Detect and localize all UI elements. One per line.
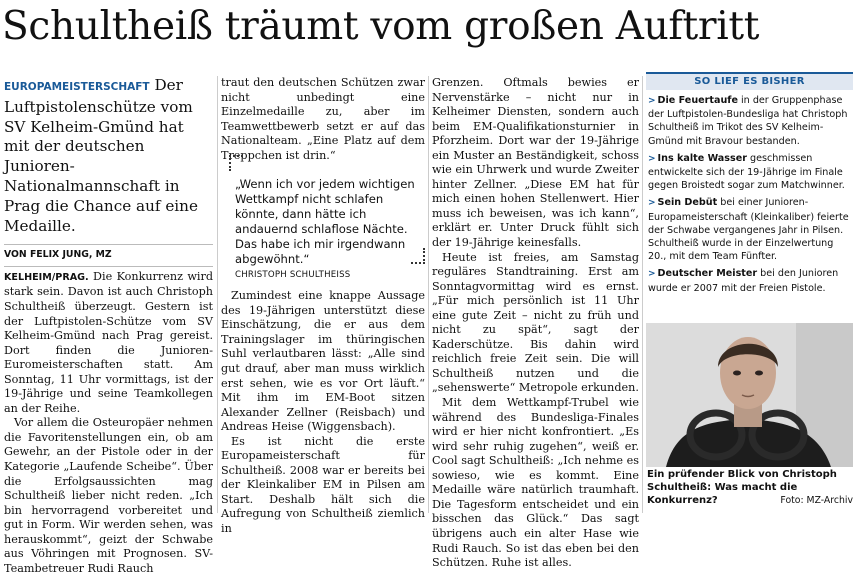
paragraph: Mit dem Wettkampf-Trubel wie während des Bundesliga-Finales wird er hier nicht konfrontiert. „Es wird sehr ruhig zugehen“, weiß er. Cool sagt Schultheiß: „Ich nehme es sowieso, wie es kommt. Eine Medaille wäre natürlich traumhaft. Die Tagesform entscheidet und ein bisschen das Glück.“ Das sagt übrigens auch ein alter Hase wie Rudi Rauch. So ist das eben bei den Schützen. Ruhe ist alles. (432, 396, 639, 570)
column-rule (642, 76, 643, 513)
paragraph: Grenzen. Oftmals bewies er Nervenstärke – nicht nur in Kelheimer Diensten, sondern auch beim EM-Qualifikationsturnier in Pforzheim. Dort war der 19-Jährige ein Muster an Beständigkeit, schoss wie ein Uhrwerk und wurde Zweiter hinter Zellner. „Diese EM hat für mich einen hohen Stellenwert. Hier muss ich beweisen, was ich kann“, erklärt er. Unter Druck fühlt sich der 19-Jährige keinesfalls. (432, 76, 639, 250)
pull-quote (229, 155, 425, 280)
sidebar-item: > Sein Debüt bei einer Junioren-Europameisterschaft (Kleinkaliber) feierte der Schwabe vergangenes Jahr in Pilsen. Schultheiß wurde in der Einzelwertung 20., mit dem Team Fünfter. (648, 197, 849, 263)
caption-text: Ein prüfender Blick von Christoph Schultheiß: Was macht die Konkurrenz? (647, 469, 837, 506)
column-2 (221, 76, 425, 536)
paragraph-text: Die Konkurrenz wird stark sein. Davon ist auch Christoph Schultheiß überzeugt. Gestern ist der Luftpistolen-Schütze vom SV Kelheim-Gmünd nach Prag gereist. Dort finden die Junioren-Euromeisterschaften statt. Am Sonntag, 11 Uhr vormittags, ist der 19-Jährige und seine Teamkollegen an der Reihe. (4, 269, 214, 415)
photo-credit: Foto: MZ-Archiv (780, 495, 853, 506)
lead-text: Der Luftpistolenschütze vom SV Kelheim-Gmünd hat mit der deutschen Junioren-Nationalmannschaft in Prag die Chance auf eine Medaille. (4, 76, 198, 235)
quote-author: CHRISTOPH SCHULTHEISS (235, 270, 351, 280)
paragraph: Vor allem die Osteuropäer nehmen die Favoritenstellungen ein, ob am Gewehr, an der Pistole oder in der Kategorie „Laufende Scheibe“. Über die Erfolgsaussichten mag Schultheiß lieber nicht reden. „Ich bin hervorragend vorbereitet und gut in Form. Wir werden sehen, was herauskommt“, geizt der Schwabe aus Vöhringen mit Prognosen. SV-Teambetreuer Rudi Rauch (4, 416, 213, 575)
column-rule (217, 76, 218, 513)
paragraph: traut den deutschen Schützen zwar nicht unbedingt eine Einzelmedaille zu, aber im Teamwettbewerb setzt er auf das Nationalteam. „Eine Platz auf dem Treppchen ist drin.“ (221, 76, 425, 162)
paragraph: Heute ist freies, am Samstag reguläres Standtraining. Erst am Sonntagvormittag wird es ernst. „Für mich persönlich ist 11 Uhr eine gute Zeit – nicht zu früh und nicht zu spät“, sagt der Kaderschütze. Bis dahin wird reichlich freie Zeit sein. Die will Schultheiß nutzen und die „sehenswerte“ Metropole erkunden. (432, 250, 639, 395)
column-rule (428, 76, 429, 513)
column-1 (4, 76, 214, 575)
quote-text: „Wenn ich vor jedem wichtigen Wettkampf nicht schlafen könnte, dann hätte ich andauernd schlaflose Nächte. Das habe ich mir irgendwann abgewöhnt.“ (235, 177, 415, 266)
headline: Schultheiß träumt vom großen Auftritt (2, 4, 760, 49)
photo-caption (647, 468, 853, 507)
paragraph: Es ist nicht die erste Europameisterschaft für Schultheiß. 2008 war er bereits bei der Kleinkaliber EM in Pilsen am Start. Deshalb hält sich die Aufregung von Schultheiß ziemlich in (221, 434, 425, 536)
arrow-icon: > (648, 269, 656, 280)
sidebar-title: SO LIEF ES BISHER (646, 72, 853, 90)
byline: VON FELIX JUNG, MZ (4, 244, 213, 267)
quote-corner (229, 155, 243, 171)
sidebar-item: > Deutscher Meister bei den Junioren wurde er 2007 mit der Freien Pistole. (648, 268, 839, 294)
lead-paragraph (4, 76, 213, 236)
portrait-photo (646, 323, 853, 467)
kicker: EUROPAMEISTERSCHAFT (4, 81, 150, 93)
column-3 (432, 76, 639, 570)
arrow-icon: > (648, 198, 656, 209)
sidebar-item: > Die Feuertaufe in der Gruppenphase der Luftpistolen-Bundesliga hat Christoph Schultheiß im Trikot des SV Kelheim-Gmünd mit Bravour bestanden. (648, 95, 848, 147)
sidebar-item: > Ins kalte Wasser geschmissen entwickelte sich der 19-Jährige im Finale gegen Broistedt sogar zum Matchwinner. (648, 152, 845, 192)
paragraph: Zumindest eine knappe Aussage des 19-Jährigen unterstützt diese Einschätzung, die er aus dem Trainingslager im thüringischen Suhl verlautbaren lässt: „Alle sind gut drauf, aber man muss wirklich erst sehen, wie es vor Ort läuft.“ Mit ihm im EM-Boot sitzen Alexander Zellner (Reisbach) und Andreas Heise (Wiggensbach). (221, 289, 425, 434)
arrow-icon: > (648, 153, 656, 164)
arrow-icon: > (648, 96, 656, 106)
dateline: KELHEIM/PRAG. (4, 271, 89, 283)
paragraph (4, 270, 213, 416)
portrait-illustration (646, 323, 853, 467)
